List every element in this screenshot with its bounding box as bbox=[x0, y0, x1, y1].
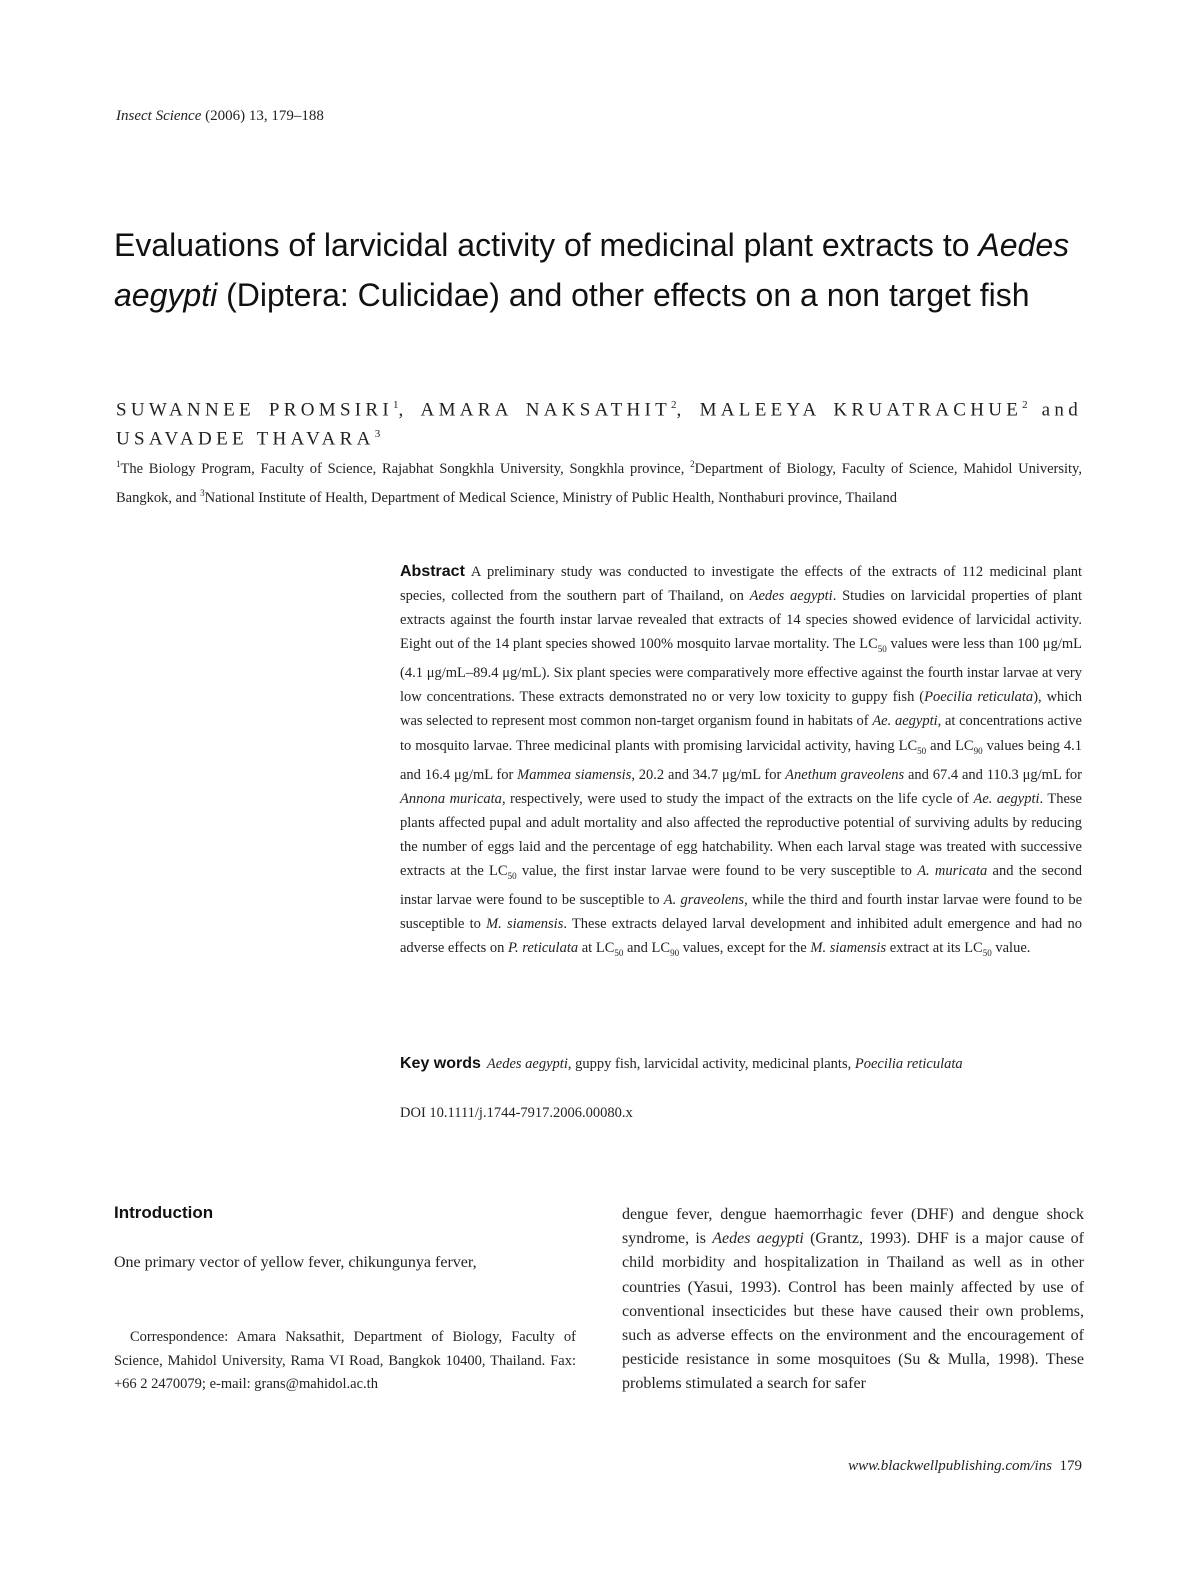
abstract-subscript: 90 bbox=[973, 745, 983, 756]
abstract-subscript: 50 bbox=[614, 947, 624, 958]
affil-1: The Biology Program, Faculty of Science, Rajabhat Songkhla University, Songkhla province, bbox=[120, 460, 691, 477]
keywords-text: , guppy fish, larvicidal activity, medicinal plants, bbox=[567, 1056, 855, 1072]
affiliations bbox=[116, 452, 1082, 510]
abstract-italic: A. muricata bbox=[917, 862, 988, 879]
abstract-text: values, except for the bbox=[679, 940, 811, 957]
abstract-text: and LC bbox=[926, 737, 974, 754]
author-4: and USAVADEE THAVARA bbox=[116, 399, 1083, 450]
author-3: , MALEEYA KRUATRACHUE bbox=[676, 399, 1023, 421]
keywords bbox=[400, 1052, 1082, 1076]
introduction-heading: Introduction bbox=[114, 1203, 214, 1222]
abstract-text: . These extracts delayed larval development and inhibited adult emergence and had no adverse effects on bbox=[400, 915, 1082, 957]
article-title bbox=[114, 220, 1089, 320]
abstract-text: . These plants affected pupal and adult mortality and also affected the reproductive potential of surviving adults by reducing the number of eggs laid and the percentage of egg hatchability. When each larval stage was treated with successive extracts at the LC bbox=[400, 790, 1082, 879]
right-column-italic: Aedes aegypti bbox=[712, 1230, 804, 1248]
abstract-text: values were less than 100 μg/mL (4.1 μg/mL–89.4 μg/mL). Six plant species were comparatively more effective against the fourth instar larvae at very low concentrations. These extracts demonstrated no or very low toxicity to guppy fish ( bbox=[400, 636, 1082, 706]
page-number: 179 bbox=[1059, 1458, 1082, 1474]
title-text-1: Evaluations of larvicidal activity of medicinal plant extracts to bbox=[114, 227, 979, 263]
abstract-italic: Ae. aegypti bbox=[872, 713, 938, 730]
keyword-italic: Poecilia reticulata bbox=[854, 1056, 963, 1072]
publisher-url: www.blackwellpublishing.com/ins bbox=[848, 1458, 1052, 1474]
affil-sup-3: 3 bbox=[200, 487, 205, 498]
title-text-2: (Diptera: Culicidae) and other effects on a non target fish bbox=[217, 277, 1030, 313]
abstract-text: . Studies on larvicidal properties of plant extracts against the fourth instar larvae revealed that extracts of 14 species showed evidence of larvicidal activity. Eight out of the 14 plant species showed 100% mosquito larvae mortality. The LC bbox=[400, 588, 1082, 653]
affil-2: Department of Biology, Faculty of Science, Mahidol University, Bangkok, and bbox=[116, 460, 1082, 506]
author-2-sup: 2 bbox=[671, 399, 677, 411]
abstract-italic: Ae. aegypti bbox=[973, 790, 1040, 807]
abstract-text: at LC bbox=[578, 940, 615, 957]
abstract-text: and LC bbox=[623, 940, 671, 957]
abstract-subscript: 50 bbox=[917, 745, 927, 756]
right-column-text bbox=[622, 1203, 1084, 1397]
abstract-italic: M. siamensis bbox=[486, 915, 564, 932]
abstract-text: and 67.4 and 110.3 μg/mL for bbox=[904, 766, 1083, 783]
affil-sup-1: 1 bbox=[116, 459, 121, 469]
abstract-italic: Annona muricata bbox=[400, 790, 502, 807]
right-column-text-1: dengue fever, dengue haemorrhagic fever (DHF) and dengue shock syndrome, is bbox=[622, 1206, 1084, 1248]
doi: DOI 10.1111/j.1744-7917.2006.00080.x bbox=[400, 1105, 633, 1121]
keyword-italic: Aedes aegypti bbox=[486, 1056, 568, 1072]
abstract-text: , 20.2 and 34.7 μg/mL for bbox=[631, 766, 786, 783]
abstract-text: and the second instar larvae were found to be susceptible to bbox=[400, 862, 1083, 908]
abstract-text: value, the first instar larvae were found to be very susceptible to bbox=[516, 862, 918, 879]
abstract-italic: M. siamensis bbox=[810, 940, 887, 957]
abstract-label: Abstract bbox=[400, 563, 465, 580]
abstract-text: value. bbox=[991, 940, 1031, 957]
abstract-italic: Anethum graveolens bbox=[785, 766, 905, 783]
abstract-text: ), which was selected to represent most common non-target organism found in habitats of bbox=[400, 689, 1083, 730]
abstract-subscript: 50 bbox=[982, 947, 992, 958]
title-species: Aedes aegypti bbox=[114, 227, 1070, 313]
author-4-sup: 3 bbox=[374, 428, 381, 441]
abstract-subscript: 50 bbox=[507, 870, 517, 881]
author-1: SUWANNEE PROMSIRI bbox=[116, 399, 394, 421]
author-3-sup: 2 bbox=[1022, 399, 1028, 411]
abstract-text: A preliminary study was conducted to investigate the effects of the extracts of 112 medicinal plant species, collected from the southern part of Thailand, on bbox=[400, 564, 1082, 605]
abstract-text: , while the third and fourth instar larvae were found to be susceptible to bbox=[400, 891, 1083, 932]
journal-name: Insect Science bbox=[116, 108, 202, 124]
abstract-subscript: 90 bbox=[670, 947, 680, 958]
abstract-italic: Poecilia reticulata bbox=[924, 689, 1034, 706]
abstract-italic: Aedes aegypti bbox=[749, 588, 833, 605]
introduction-paragraph: One primary vector of yellow fever, chikungunya ferver, bbox=[114, 1254, 477, 1271]
abstract-text: , at concentrations active to mosquito larvae. Three medicinal plants with promising larvicidal activity, having LC bbox=[400, 713, 1082, 754]
author-2: , AMARA NAKSATHIT bbox=[398, 399, 672, 421]
journal-citation bbox=[116, 108, 324, 125]
keywords-label: Key words bbox=[400, 1055, 481, 1072]
abstract-italic: P. reticulata bbox=[508, 940, 579, 957]
abstract-italic: Mammea siamensis bbox=[517, 766, 632, 783]
abstract-text: values being 4.1 and 16.4 μg/mL for bbox=[400, 737, 1082, 783]
journal-info: (2006) 13, 179–188 bbox=[201, 108, 324, 124]
affil-sup-2: 2 bbox=[690, 459, 695, 469]
abstract-subscript: 50 bbox=[877, 644, 887, 655]
author-1-sup: 1 bbox=[393, 399, 399, 411]
affil-3: National Institute of Health, Department of Medical Science, Ministry of Public Health, Nonthaburi province, Thailand bbox=[204, 489, 897, 506]
page-footer bbox=[800, 1458, 1082, 1475]
right-column-text-2: (Grantz, 1993). DHF is a major cause of child morbidity and hospitalization in Thailand as well as in other countries (Yasui, 1993). Control has been mainly affected by use of conventional insecticides but these have caused their own problems, such as adverse effects on the environment and the encouragement of pesticide resistance in some mosquitoes (Su & Mulla, 1998). These problems stimulated a search for safer bbox=[622, 1230, 1085, 1393]
abstract-italic: A. graveolens bbox=[663, 891, 745, 908]
abstract-text: extract at its LC bbox=[886, 940, 983, 957]
abstract bbox=[400, 560, 1082, 965]
author-list bbox=[116, 393, 1082, 452]
correspondence-note: Correspondence: Amara Naksathit, Department of Biology, Faculty of Science, Mahidol University, Rama VI Road, Bangkok 10400, Thailand. Fax: +66 2 2470079; e-mail: grans@mahidol.ac.th bbox=[114, 1329, 576, 1392]
abstract-text: , respectively, were used to study the impact of the extracts on the life cycle of bbox=[501, 790, 974, 807]
